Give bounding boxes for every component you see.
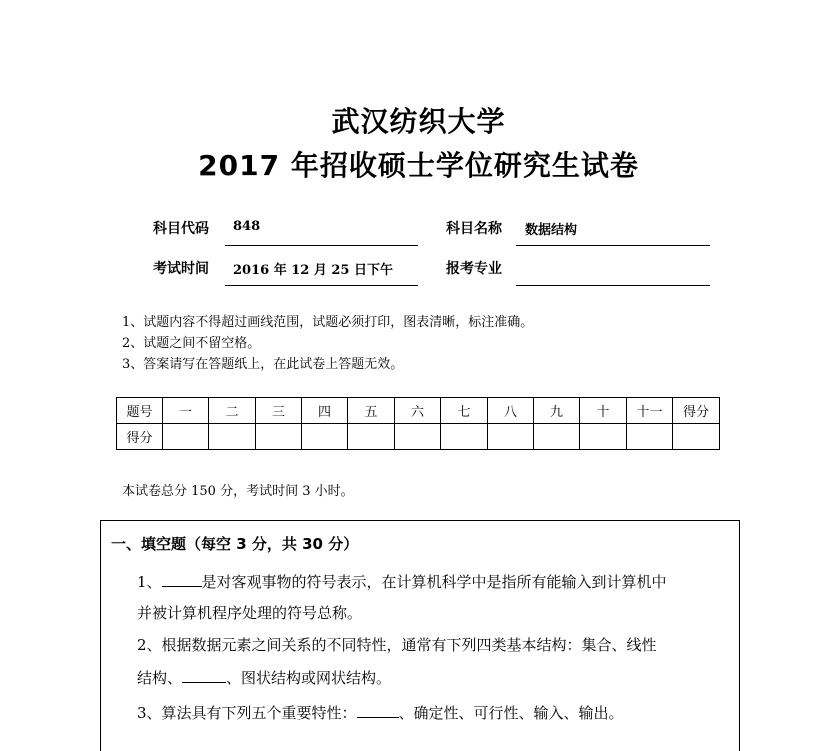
score-table-header-row [117,398,720,424]
subject-code-underline [225,245,418,246]
exam-time-value: 2016 年 12 月 25 日下午 [233,263,393,278]
table-cell: 四 [302,398,348,424]
fill-blank [162,570,202,587]
table-cell [441,424,488,450]
instruction-item: 2、试题之间不留空格。 [122,336,261,351]
question-2-line-1: 2、根据数据元素之间关系的不同特性，通常有下列四类基本结构：集合、线性 [137,636,657,654]
table-cell: 一 [163,398,209,424]
exam-time-underline [225,285,418,286]
table-cell: 得分 [117,424,163,450]
fill-blank [182,666,226,683]
question-text: 结构、 [137,669,183,687]
table-cell [256,424,302,450]
subject-name-value: 数据结构 [525,223,578,238]
table-cell: 题号 [117,398,163,424]
table-cell [627,424,673,450]
table-cell: 三 [256,398,302,424]
table-cell [302,424,348,450]
score-table-score-row [117,424,720,450]
question-number: 1、 [137,573,162,591]
score-table [116,397,720,450]
table-cell [534,424,580,450]
table-cell: 八 [488,398,534,424]
question-area [100,520,740,751]
table-cell: 六 [395,398,441,424]
total-score-note: 本试卷总分 150 分，考试时间 3 小时。 [122,484,354,499]
exam-title: 2017 年招收硕士学位研究生试卷 [198,149,639,182]
table-cell [348,424,395,450]
subject-code-value: 848 [233,219,261,234]
subject-name-label: 科目名称 [446,221,502,237]
section-title: 一、填空题（每空 3 分，共 30 分） [111,535,359,553]
table-cell: 二 [209,398,256,424]
fill-blank [357,701,399,718]
subject-name-underline [516,245,710,246]
instruction-item: 3、答案请写在答题纸上，在此试卷上答题无效。 [122,357,404,372]
question-text: 3、算法具有下列五个重要特性： [137,704,357,722]
instruction-item: 1、试题内容不得超过画线范围，试题必须打印，图表清晰，标注准确。 [122,315,534,330]
major-underline [516,285,710,286]
table-cell [673,424,720,450]
question-text: 是对客观事物的符号表示，在计算机科学中是指所有能输入到计算机中 [201,573,667,591]
table-cell: 十 [580,398,627,424]
table-cell: 十一 [627,398,673,424]
exam-time-label: 考试时间 [153,261,209,277]
question-1-line-2: 并被计算机程序处理的符号总称。 [137,604,363,622]
table-cell: 得分 [673,398,720,424]
question-text: 、图状结构或网状结构。 [226,669,392,687]
university-title: 武汉纺织大学 [331,105,506,138]
table-cell [209,424,256,450]
question-3-line-1 [137,701,624,723]
subject-code-label: 科目代码 [153,221,209,237]
table-cell: 九 [534,398,580,424]
table-cell: 五 [348,398,395,424]
table-cell: 七 [441,398,488,424]
question-1-line-1 [137,570,667,592]
major-label: 报考专业 [446,261,502,277]
question-2-line-2 [137,666,391,688]
question-text: 、确定性、可行性、输入、输出。 [398,704,624,722]
instructions [122,312,533,375]
table-cell [488,424,534,450]
table-cell [163,424,209,450]
table-cell [580,424,627,450]
table-cell [395,424,441,450]
